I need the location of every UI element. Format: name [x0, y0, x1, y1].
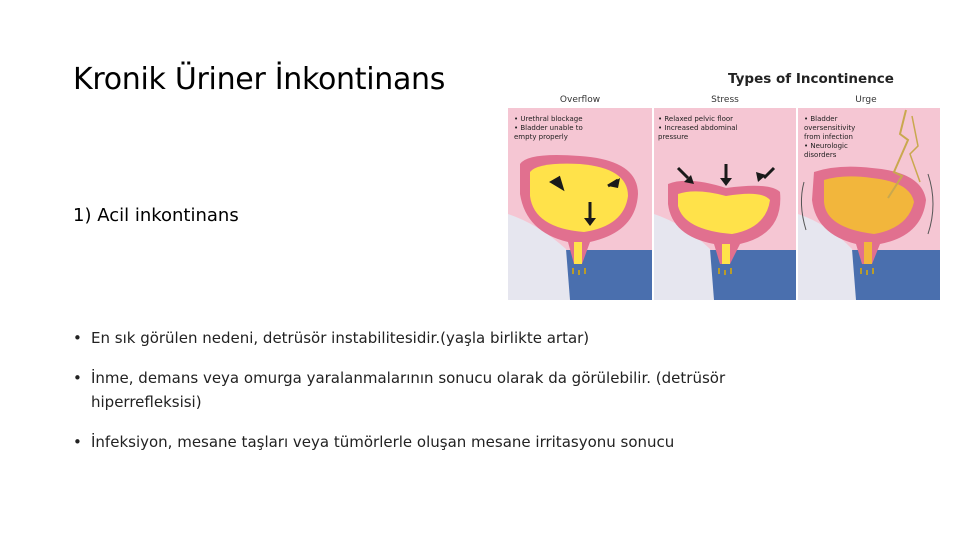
bullet-list: [73, 326, 813, 470]
bullet-item: [73, 430, 813, 454]
section-subheading: 1) Acil inkontinans: [73, 205, 239, 226]
overflow-note-1: • Bladder unable to: [514, 124, 583, 132]
bullet-dot: •: [73, 369, 82, 387]
bullet-text: En sık görülen nedeni, detrüsör instabilitesidir.(yaşla birlikte artar): [91, 329, 590, 347]
slide-title: Kronik Üriner İnkontinans: [73, 62, 446, 97]
bullet-item: [73, 326, 813, 350]
stress-note-0: • Relaxed pelvic floor: [658, 115, 734, 123]
overflow-note-0: • Urethral blockage: [514, 115, 583, 123]
bullet-dot: •: [73, 433, 82, 451]
urge-note-2: from infection: [804, 133, 853, 141]
urge-note-4: disorders: [804, 151, 837, 159]
bullet-dot: •: [73, 329, 82, 347]
incontinence-types-figure: [508, 64, 940, 300]
urge-note-1: oversensitivity: [804, 124, 856, 132]
bullet-item: [73, 366, 813, 414]
stress-note-2: pressure: [658, 133, 689, 141]
bullet-text: İnfeksiyon, mesane taşları veya tümörlerle oluşan mesane irritasyonu sonucu: [91, 433, 675, 451]
figure-title: Types of Incontinence: [728, 71, 894, 87]
overflow-note-2: empty properly: [514, 133, 568, 141]
urge-note-3: • Neurologic: [804, 142, 848, 150]
panel-name-overflow: Overflow: [559, 95, 601, 105]
bullet-text: İnme, demans veya omurga yaralanmalarının sonucu olarak da görülebilir. (detrüsör hiperrefleksisi): [91, 369, 726, 411]
urge-note-0: • Bladder: [804, 115, 838, 123]
panel-name-stress: Stress: [711, 95, 739, 105]
panel-name-urge: Urge: [855, 95, 877, 105]
stress-note-1: • Increased abdominal: [658, 124, 738, 132]
